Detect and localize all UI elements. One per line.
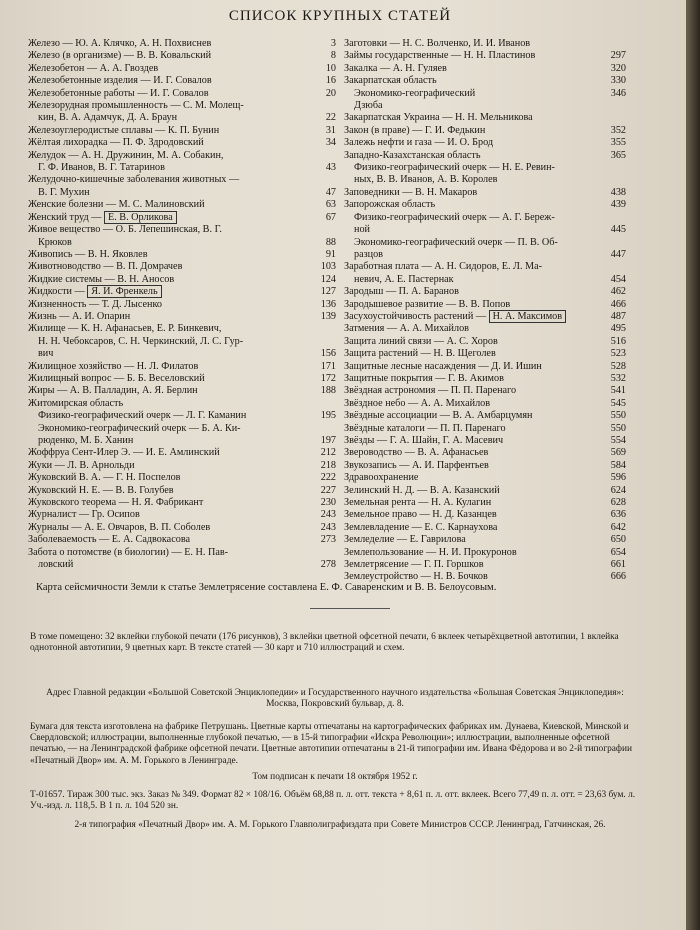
article-title: Зародыш — П. А. Баранов xyxy=(344,286,459,298)
article-title xyxy=(28,211,177,224)
article-entry xyxy=(344,150,626,162)
article-entry xyxy=(28,249,336,261)
article-entry xyxy=(28,547,336,559)
article-entry xyxy=(28,348,336,360)
page-number: 16 xyxy=(325,75,336,87)
page-number: 3 xyxy=(330,38,336,49)
article-title: Заболеваемость — Е. А. Садвокасова xyxy=(28,534,191,546)
article-title: Звукозапись — А. И. Парфентьев xyxy=(344,459,489,471)
article-title: Западно-Казахстанская область xyxy=(344,149,481,161)
article-title: Экономико-географический очерк — П. В. Об- xyxy=(354,236,558,248)
article-title: Живопись — В. Н. Яковлев xyxy=(28,248,148,260)
page-number: 584 xyxy=(610,459,626,471)
page-number: 545 xyxy=(610,397,626,409)
article-entry xyxy=(28,460,336,472)
page-number: 124 xyxy=(320,273,336,285)
boxed-author: Я. И. Френкель xyxy=(87,285,161,298)
page-title: СПИСОК КРУПНЫХ СТАТЕЙ xyxy=(228,8,452,24)
article-title: рюденко, М. Б. Ханин xyxy=(38,435,134,446)
page-number: 297 xyxy=(610,50,626,62)
article-title: Забота о потомстве (в биологии) — Е. Н. Пав- xyxy=(28,546,229,558)
page-number: 487 xyxy=(610,310,626,322)
page-number: 67 xyxy=(325,211,336,223)
article-title: Журналист — Гр. Осипов xyxy=(28,509,140,521)
article-title: Г. Ф. Иванов, В. Г. Татаринов xyxy=(38,162,165,174)
article-title: вич xyxy=(38,348,54,360)
page-number: 10 xyxy=(325,62,336,74)
page-number: 569 xyxy=(610,447,626,459)
page-number: 197 xyxy=(320,435,336,446)
article-entry xyxy=(28,435,336,447)
article-entry xyxy=(344,75,626,87)
page-number: 139 xyxy=(320,310,336,322)
left-column xyxy=(28,38,336,571)
article-title: Жидкие системы — В. Н. Аносов xyxy=(28,273,175,285)
article-title: Защитные покрытия — Г. В. Акимов xyxy=(344,372,504,384)
page-number: 550 xyxy=(610,410,626,422)
page-number: 20 xyxy=(325,87,336,99)
article-title: Землетрясение — Г. П. Горшков xyxy=(344,559,484,571)
article-title: Звероводство — В. А. Афанасьев xyxy=(344,447,489,459)
divider xyxy=(310,608,390,609)
signed-date: Том подписан к печати 18 октября 1952 г. xyxy=(252,772,418,782)
article-title: Жуки — Л. В. Арнольди xyxy=(28,459,135,471)
page-number: 355 xyxy=(610,137,626,149)
page-number: 195 xyxy=(320,410,336,422)
article-title: Заготовки — Н. С. Волченко, И. И. Иванов xyxy=(344,38,531,49)
article-title: Закарпатская область xyxy=(344,75,437,87)
article-entry xyxy=(344,63,626,75)
page-number: 466 xyxy=(610,298,626,310)
page-number: 352 xyxy=(610,124,626,136)
article-entry xyxy=(344,509,626,521)
page-number: 666 xyxy=(610,571,626,583)
article-entry xyxy=(28,509,336,521)
page-number: 550 xyxy=(610,422,626,434)
page-number: 127 xyxy=(320,286,336,298)
page-number: 624 xyxy=(610,484,626,496)
map-caption: Карта сейсмичности Земли к статье Землетрясение составлена Е. Ф. Саваренским и В. В. Белоусовым. xyxy=(36,582,497,593)
page-number: 188 xyxy=(320,385,336,397)
article-title: Звёздное небо — А. А. Михайлов xyxy=(344,397,491,409)
article-title: Железобетонные работы — И. Г. Совалов xyxy=(28,87,209,99)
article-entry xyxy=(344,137,626,149)
article-title: Жуковского теорема — Н. Я. Фабрикант xyxy=(28,497,204,509)
page-number: 103 xyxy=(320,261,336,273)
article-entry xyxy=(344,112,626,124)
article-entry xyxy=(28,88,336,100)
page-number: 227 xyxy=(320,484,336,496)
page-number: 22 xyxy=(325,112,336,124)
article-title: Залежь нефти и газа — И. О. Брод xyxy=(344,137,494,149)
page-number: 222 xyxy=(320,472,336,484)
article-entry xyxy=(28,100,336,112)
article-title: Закон (в праве) — Г. И. Федькин xyxy=(344,124,486,136)
article-title: Займы государственные — Н. Н. Пластинов xyxy=(344,50,536,62)
article-title: Желудок — А. Н. Дружинин, М. А. Собакин, xyxy=(28,149,224,161)
article-title: ной xyxy=(354,224,370,236)
article-entry xyxy=(344,100,626,112)
article-entry xyxy=(344,261,626,273)
article-title: Защитные лесные насаждения — Д. И. Ишин xyxy=(344,360,542,372)
article-title: Земельное право — Н. Д. Казанцев xyxy=(344,509,497,521)
page-number: 212 xyxy=(320,447,336,459)
article-title: Дзюба xyxy=(354,100,383,112)
article-entry xyxy=(344,472,626,484)
article-title: Живое вещество — О. Б. Лепешинская, В. Г. xyxy=(28,224,222,236)
article-entry xyxy=(28,63,336,75)
article-title: Женские болезни — М. С. Малиновский xyxy=(28,199,205,211)
article-entry xyxy=(28,398,336,410)
article-entry xyxy=(344,212,626,224)
article-entry xyxy=(344,199,626,211)
article-title: невич, А. Е. Пастернак xyxy=(354,273,454,285)
article-entry xyxy=(28,174,336,186)
article-title: Житомирская область xyxy=(28,397,124,409)
page-number: 532 xyxy=(610,372,626,384)
publisher-address: Адрес Главной редакции «Большой Советской Энциклопедии» и Государственного научного издательства «Большая Советская Энциклопедия»: Москва, Покровский бульвар, д. 8. xyxy=(46,688,624,710)
article-entry xyxy=(28,361,336,373)
article-entry xyxy=(344,547,626,559)
article-entry xyxy=(344,323,626,335)
article-entry xyxy=(344,497,626,509)
article-entry xyxy=(344,162,626,174)
article-title: Железо — Ю. А. Клячко, А. Н. Похвиснев xyxy=(28,38,212,49)
article-entry xyxy=(344,410,626,422)
article-title: Звёздные ассоциации — В. А. Амбарцумян xyxy=(344,410,533,422)
article-title xyxy=(344,310,566,323)
article-title: Крюков xyxy=(38,236,72,248)
page-number: 596 xyxy=(610,472,626,484)
page-number: 171 xyxy=(320,360,336,372)
article-entry xyxy=(28,224,336,236)
page-number: 454 xyxy=(610,273,626,285)
page-number: 654 xyxy=(610,546,626,558)
article-entry xyxy=(28,559,336,571)
printer-info: 2-я типография «Печатный Двор» им. А. М. Горького Главполиграфиздата при Совете Министров СССР. Ленинград, Гатчинская, 26. xyxy=(74,820,606,830)
article-title: Защита линий связи — А. С. Хоров xyxy=(344,335,498,347)
article-entry xyxy=(28,274,336,286)
article-entry xyxy=(344,485,626,497)
article-entry xyxy=(28,50,336,62)
article-title: Земельная рента — Н. А. Кулагин xyxy=(344,497,492,509)
article-title: Н. Н. Чебоксаров, С. Н. Черкинский, Л. С. Гур- xyxy=(38,335,244,347)
article-entry xyxy=(344,274,626,286)
article-entry xyxy=(344,534,626,546)
article-title: Железо (в организме) — В. В. Ковальский xyxy=(28,50,212,62)
article-title: Зелинский Н. Д. — В. А. Казанский xyxy=(344,484,500,496)
article-entry xyxy=(28,485,336,497)
article-title: разцов xyxy=(354,248,383,260)
article-title: Журналы — А. Е. Овчаров, В. П. Соболев xyxy=(28,521,211,533)
page-number: 661 xyxy=(610,559,626,571)
page-number: 642 xyxy=(610,521,626,533)
article-entry xyxy=(344,299,626,311)
article-entry xyxy=(344,174,626,186)
page-number: 495 xyxy=(610,323,626,335)
page-number: 136 xyxy=(320,298,336,310)
article-title: Жилищное хозяйство — Н. Л. Филатов xyxy=(28,360,199,372)
article-entry xyxy=(28,286,336,298)
page-number: 63 xyxy=(325,199,336,211)
article-entry xyxy=(28,373,336,385)
page-number: 554 xyxy=(610,435,626,446)
page-number: 330 xyxy=(610,75,626,87)
page-number: 628 xyxy=(610,497,626,509)
article-entry xyxy=(28,311,336,323)
article-title: Землевладение — Е. С. Карнаухова xyxy=(344,521,498,533)
article-entry xyxy=(344,385,626,397)
article-title: Жиры — А. В. Палладин, А. Я. Берлин xyxy=(28,385,198,397)
article-title: Землеустройство — Н. В. Бочков xyxy=(344,571,488,583)
article-title: Железобетон — А. А. Гвоздев xyxy=(28,62,159,74)
book-spine xyxy=(686,0,700,930)
article-title: ных, В. В. Иванов, А. В. Королев xyxy=(354,174,498,186)
article-title xyxy=(28,285,162,298)
article-title: Здравоохранение xyxy=(344,472,419,484)
page-number: 320 xyxy=(610,62,626,74)
article-entry xyxy=(344,559,626,571)
article-title: Жуковский В. А. — Г. Н. Поспелов xyxy=(28,472,181,484)
page-number: 462 xyxy=(610,286,626,298)
article-entry xyxy=(28,38,336,50)
page-number: 230 xyxy=(320,497,336,509)
article-entry xyxy=(344,286,626,298)
page-number: 8 xyxy=(330,50,336,62)
page-number: 43 xyxy=(325,162,336,174)
article-entry xyxy=(344,398,626,410)
page-number: 650 xyxy=(610,534,626,546)
page-number: 34 xyxy=(325,137,336,149)
article-title: Экономико-географический очерк — Б. А. Ки- xyxy=(38,422,241,434)
article-title: Животноводство — В. П. Домрачев xyxy=(28,261,183,273)
article-entry xyxy=(28,447,336,459)
article-entry xyxy=(28,162,336,174)
article-title: Жизнь — А. И. Опарин xyxy=(28,310,131,322)
article-title: Жилищный вопрос — Б. Б. Веселовский xyxy=(28,372,205,384)
article-entry xyxy=(344,361,626,373)
article-entry xyxy=(28,410,336,422)
article-title: Звёздная астрономия — П. П. Паренаго xyxy=(344,385,517,397)
article-entry xyxy=(28,75,336,87)
page-number: 346 xyxy=(610,87,626,99)
page-number: 528 xyxy=(610,360,626,372)
article-title: Железоуглеродистые сплавы — К. П. Бунин xyxy=(28,124,220,136)
article-title: Жёлтая лихорадка — П. Ф. Здродовский xyxy=(28,137,204,149)
article-entry xyxy=(344,522,626,534)
article-title: Звёздные каталоги — П. П. Паренаго xyxy=(344,422,506,434)
article-title: Железобетонные изделия — И. Г. Совалов xyxy=(28,75,212,87)
page-number: 91 xyxy=(325,248,336,260)
article-title-prefix: Засухоустойчивость растений — xyxy=(344,310,489,322)
article-title: Земледелие — Е. Гаврилова xyxy=(344,534,466,546)
page-number: 156 xyxy=(320,348,336,360)
article-entry xyxy=(344,187,626,199)
article-title: Закарпатская Украина — Н. Н. Мельникова xyxy=(344,112,533,124)
article-title: Жоффруа Сент-Илер Э. — И. Е. Амлинский xyxy=(28,447,220,459)
boxed-author: Е. В. Орликова xyxy=(104,211,177,224)
page-number: 88 xyxy=(325,236,336,248)
page-number: 218 xyxy=(320,459,336,471)
right-column xyxy=(344,38,626,584)
article-entry xyxy=(28,385,336,397)
article-entry xyxy=(28,336,336,348)
page-number: 541 xyxy=(610,385,626,397)
page-number: 243 xyxy=(320,521,336,533)
article-entry xyxy=(344,125,626,137)
page-number: 365 xyxy=(610,149,626,161)
article-entry xyxy=(344,311,626,323)
article-title: кин, В. А. Адамчук, Д. А. Браун xyxy=(38,112,178,124)
article-entry xyxy=(28,323,336,335)
article-title: Защита растений — Н. В. Щеголев xyxy=(344,348,496,360)
article-title: Запорожская область xyxy=(344,199,436,211)
article-title-prefix: Женский труд — xyxy=(28,211,104,223)
article-entry xyxy=(28,112,336,124)
article-title: Закалка — А. Н. Гуляев xyxy=(344,62,447,74)
article-entry xyxy=(28,212,336,224)
article-title: Землепользование — Н. И. Прокуронов xyxy=(344,546,517,558)
article-title: Жуковский Н. Е. — В. В. Голубев xyxy=(28,484,174,496)
article-entry xyxy=(344,237,626,249)
article-title: Физико-географический очерк — Н. Е. Ревин- xyxy=(354,162,555,174)
article-entry xyxy=(344,224,626,236)
page-number: 523 xyxy=(610,348,626,360)
article-entry xyxy=(28,497,336,509)
article-title: Заповедники — В. Н. Макаров xyxy=(344,186,478,198)
article-entry xyxy=(28,261,336,273)
article-entry xyxy=(344,336,626,348)
article-title: Звёзды — Г. А. Шайн, Г. А. Масевич xyxy=(344,435,504,446)
article-entry xyxy=(344,460,626,472)
page-number: 243 xyxy=(320,509,336,521)
page-number: 172 xyxy=(320,372,336,384)
article-entry xyxy=(28,237,336,249)
page-number: 439 xyxy=(610,199,626,211)
article-title: Экономико-географический xyxy=(354,87,476,99)
article-entry xyxy=(28,423,336,435)
article-entry xyxy=(344,50,626,62)
article-title: Затмения — А. А. Михайлов xyxy=(344,323,469,335)
article-title: Физико-географический очерк — А. Г. Береж- xyxy=(354,211,555,223)
article-title: В. Г. Мухин xyxy=(38,186,90,198)
article-entry xyxy=(28,150,336,162)
article-title: Железорудная промышленность — С. М. Молещ- xyxy=(28,100,244,112)
contents-note: В томе помещено: 32 вклейки глубокой печати (176 рисунков), 3 вклейки цветной офсетной печати, 6 вклеек четырёхцветной автотипии, 1 вклейка однотонной автотипии, 9 цветных карт. В тексте статей — 30 карт и 710 иллюстраций и схем. xyxy=(30,632,619,654)
article-entry xyxy=(28,522,336,534)
article-entry xyxy=(28,187,336,199)
page-number: 445 xyxy=(610,224,626,236)
article-title: Жизненность — Т. Д. Лысенко xyxy=(28,298,162,310)
page-number: 447 xyxy=(610,248,626,260)
print-details: Т-01657. Тираж 300 тыс. экз. Заказ № 349. Формат 82 × 108/16. Объём 68,88 п. л. отт. текста + 8,61 п. л. отт. вклеек. Всего 77,49 п. л. отт. = 23,63 бум. л. Уч.-изд. л. 118,5. В 1 п. л. 104 520 зн. xyxy=(30,790,636,812)
page-number: 516 xyxy=(610,335,626,347)
article-title-prefix: Жидкости — xyxy=(28,286,88,298)
article-title: Зародышевое развитие — В. В. Попов xyxy=(344,298,511,310)
page-number: 31 xyxy=(325,124,336,136)
article-entry xyxy=(28,534,336,546)
article-entry xyxy=(28,472,336,484)
article-title: ловский xyxy=(38,559,74,571)
article-entry xyxy=(344,88,626,100)
article-entry xyxy=(344,447,626,459)
article-entry xyxy=(28,199,336,211)
article-entry xyxy=(28,299,336,311)
page-number: 47 xyxy=(325,186,336,198)
article-title: Заработная плата — А. Н. Сидоров, Е. Л. Ма- xyxy=(344,261,543,273)
article-entry xyxy=(344,435,626,447)
article-entry xyxy=(28,137,336,149)
page-number: 636 xyxy=(610,509,626,521)
page-number: 438 xyxy=(610,186,626,198)
article-entry xyxy=(344,38,626,50)
paper-note: Бумага для текста изготовлена на фабрике Петрушань. Цветные карты отпечатаны на картографических фабриках им. Дунаева, Киевской, Минской и Свердловской; иллюстрации, выполненные глубокой печатью, — в 15-й типографии «Искра Революции»; иллюстрации, выполненные офсетной печатью, — на Ленинградской фабрике офсетной печати. Цветные автотипии отпечатаны в 21-й типографии им. Ивана Фёдорова и во 2-й типографии «Печатный Двор» им. А. М. Горького в Ленинграде. xyxy=(30,722,633,766)
article-entry xyxy=(344,423,626,435)
article-title: Физико-географический очерк — Л. Г. Каманин xyxy=(38,410,247,422)
article-entry xyxy=(28,125,336,137)
article-title: Желудочно-кишечные заболевания животных — xyxy=(28,174,240,186)
article-entry xyxy=(344,348,626,360)
boxed-author: Н. А. Максимов xyxy=(489,310,567,323)
article-entry xyxy=(344,249,626,261)
page-number: 278 xyxy=(320,559,336,571)
article-title: Жилище — К. Н. Афанасьев, Е. Р. Бинкевич, xyxy=(28,323,222,335)
page-number: 273 xyxy=(320,534,336,546)
article-entry xyxy=(344,373,626,385)
